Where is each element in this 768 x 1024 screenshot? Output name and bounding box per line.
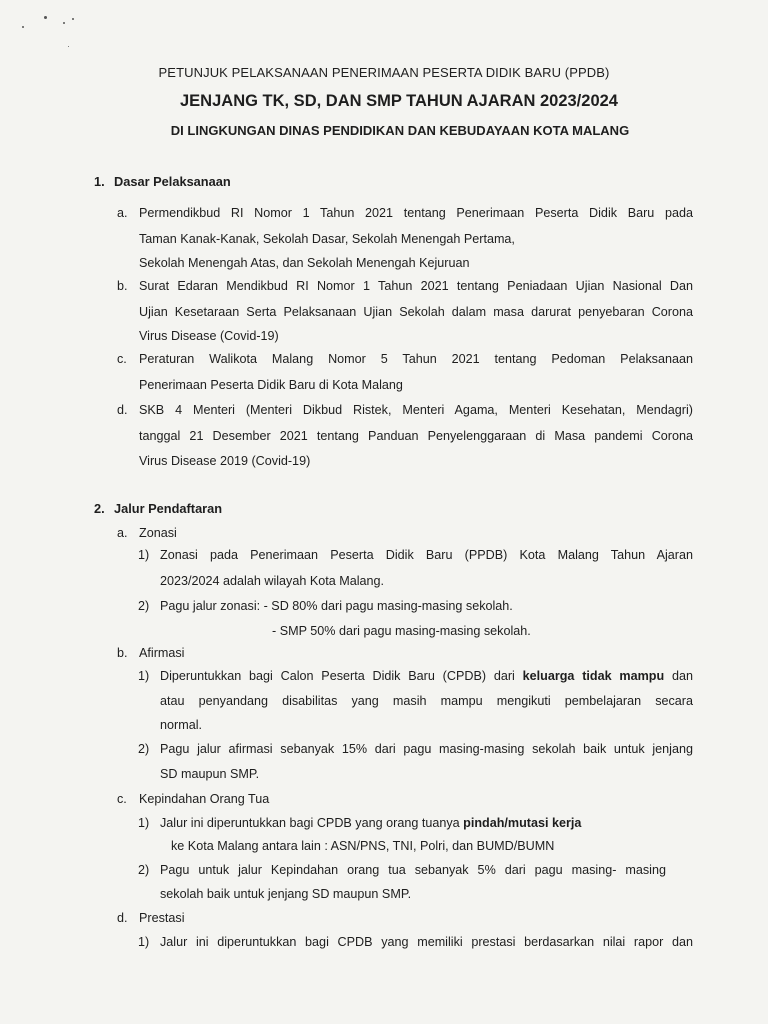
item-label: c. [117,792,127,806]
item-1c-line2: Penerimaan Peserta Didik Baru di Kota Malang [139,378,403,392]
item-number: 1) [138,935,150,949]
item-number: 1) [138,669,150,683]
scan-speck [63,22,65,24]
doc-title-line1: PETUNJUK PELAKSANAAN PENERIMAAN PESERTA DIDIK BARU (PPDB) [158,65,610,80]
doc-title-line3: DI LINGKUNGAN DINAS PENDIDIKAN DAN KEBUDAYAAN KOTA MALANG [170,123,630,138]
item-1b-line1: Surat Edaran Mendikbud RI Nomor 1 Tahun 2021 tentang Peniadaan Ujian Nasional Dan [139,279,693,293]
zonasi-2-line2: - SMP 50% dari pagu masing-masing sekolah. [272,624,531,638]
item-1a-line2: Taman Kanak-Kanak, Sekolah Dasar, Sekolah Menengah Pertama, [139,232,515,246]
section-2-title: Jalur Pendaftaran [114,501,223,516]
afirmasi-2-line1: Pagu jalur afirmasi sebanyak 15% dari pagu masing-masing sekolah baik untuk jenjang [160,742,693,756]
zonasi-2-line1: Pagu jalur zonasi: - SD 80% dari pagu masing-masing sekolah. [160,599,513,613]
afirmasi-1-line2: atau penyandang disabilitas yang masih mampu mengikuti pembelajaran secara [160,694,693,708]
item-label: b. [117,279,128,293]
afirmasi-1-text-c: dan [664,669,693,683]
kepindahan-1-line2: ke Kota Malang antara lain : ASN/PNS, TNI, Polri, dan BUMD/BUMN [171,839,555,853]
item-1d-line2: tanggal 21 Desember 2021 tentang Panduan Penyelenggaraan di Masa pandemi Corona [139,429,693,443]
kepindahan-2-line2: sekolah baik untuk jenjang SD maupun SMP. [160,887,412,901]
subsection-afirmasi-title: Afirmasi [139,646,185,660]
afirmasi-1-line3: normal. [160,718,202,732]
afirmasi-1-emphasis: keluarga tidak mampu [522,669,665,683]
doc-title-line2: JENJANG TK, SD, DAN SMP TAHUN AJARAN 2023/2024 [180,92,618,110]
subsection-zonasi-title: Zonasi [139,526,177,540]
item-label: b. [117,646,128,660]
item-number: 2) [138,742,150,756]
section-2-number: 2. [94,501,105,516]
section-1-title: Dasar Pelaksanaan [114,174,231,189]
zonasi-1-line1: Zonasi pada Penerimaan Peserta Didik Baru (PPDB) Kota Malang Tahun Ajaran [160,548,693,562]
scan-speck [68,46,69,47]
item-label: c. [117,352,127,366]
item-number: 2) [138,863,150,877]
afirmasi-1-line1 [160,669,693,683]
item-label: d. [117,911,128,925]
afirmasi-1-text-a: Diperuntukkan bagi Calon Peserta Didik Baru (CPDB) dari [160,669,523,683]
scan-speck [22,26,24,28]
item-1c-line1: Peraturan Walikota Malang Nomor 5 Tahun 2021 tentang Pedoman Pelaksanaan [139,352,693,366]
item-1a-line3: Sekolah Menengah Atas, dan Sekolah Menengah Kejuruan [139,256,470,270]
kepindahan-1-line1 [160,816,581,830]
kepindahan-1-text-a: Jalur ini diperuntukkan bagi CPDB yang orang tuanya [160,816,464,830]
scan-speck [44,16,47,19]
kepindahan-2-line1: Pagu untuk jalur Kepindahan orang tua sebanyak 5% dari pagu masing- masing [160,863,666,877]
item-1a-line1: Permendikbud RI Nomor 1 Tahun 2021 tentang Penerimaan Peserta Didik Baru pada [139,206,693,220]
zonasi-1-line2: 2023/2024 adalah wilayah Kota Malang. [160,574,385,588]
item-1d-line1: SKB 4 Menteri (Menteri Dikbud Ristek, Menteri Agama, Menteri Kesehatan, Mendagri) [139,403,693,417]
section-1-number: 1. [94,174,105,189]
subsection-prestasi-title: Prestasi [139,911,185,925]
prestasi-1-line1: Jalur ini diperuntukkan bagi CPDB yang memiliki prestasi berdasarkan nilai rapor dan [160,935,693,949]
item-1d-line3: Virus Disease 2019 (Covid-19) [139,454,311,468]
item-label: a. [117,206,128,220]
item-1b-line2: Ujian Kesetaraan Serta Pelaksanaan Ujian Sekolah dalam masa darurat penyebaran Corona [139,305,693,319]
subsection-kepindahan-title: Kepindahan Orang Tua [139,792,270,806]
item-label: d. [117,403,128,417]
item-number: 2) [138,599,150,613]
scan-speck [72,18,74,20]
afirmasi-2-line2: SD maupun SMP. [160,767,260,781]
item-number: 1) [138,548,150,562]
item-1b-line3: Virus Disease (Covid-19) [139,329,279,343]
kepindahan-1-emphasis: pindah/mutasi kerja [463,816,582,830]
item-label: a. [117,526,128,540]
item-number: 1) [138,816,150,830]
